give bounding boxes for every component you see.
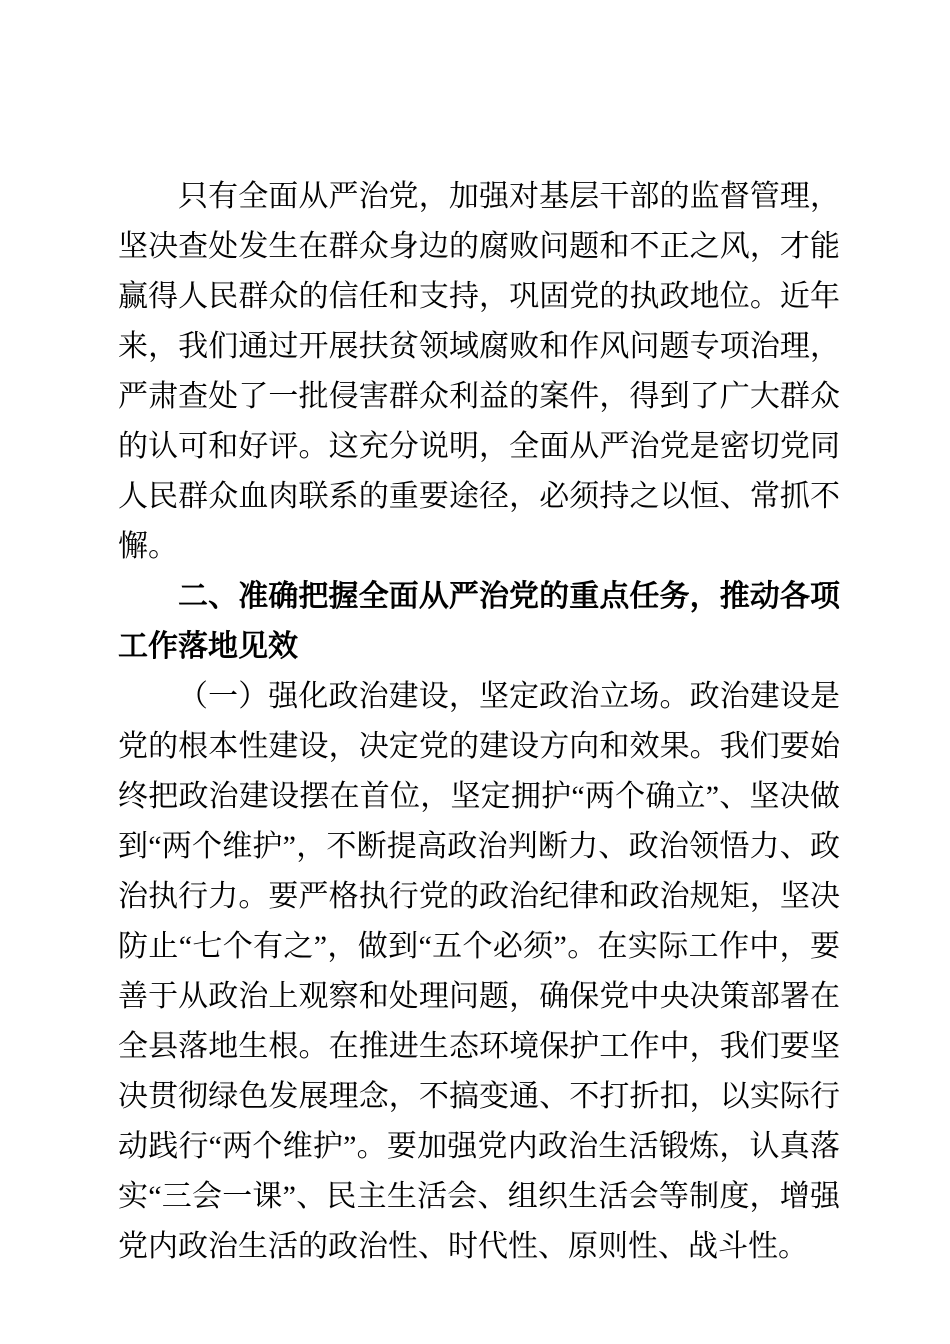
document-body bbox=[118, 172, 840, 1272]
section-heading-two: 二、准确把握全面从严治党的重点任务，推动各项工作落地见效 bbox=[118, 580, 840, 663]
paragraph-strict-governance: 只有全面从严治党，加强对基层干部的监督管理，坚决查处发生在群众身边的腐败问题和不正之风，才能赢得人民群众的信任和支持，巩固党的执政地位。近年来，我们通过开展扶贫领域腐败和作风问题专项治理，严肃查处了一批侵害群众利益的案件，得到了广大群众的认可和好评。这充分说明，全面从严治党是密切党同人民群众血肉联系的重要途径，必须持之以恒、常抓不懈。 bbox=[118, 180, 840, 563]
paragraph-political-construction: （一）强化政治建设，坚定政治立场。政治建设是党的根本性建设，决定党的建设方向和效果。我们要始终把政治建设摆在首位，坚定拥护“两个确立”、坚决做到“两个维护”，不断提高政治判断力、政治领悟力、政治执行力。要严格执行党的政治纪律和政治规矩，坚决防止“七个有之”，做到“五个必须”。在实际工作中，要善于从政治上观察和处理问题，确保党中央决策部署在全县落地生根。在推进生态环境保护工作中，我们要坚决贯彻绿色发展理念，不搞变通、不打折扣，以实际行动践行“两个维护”。要加强党内政治生活锻炼，认真落实“三会一课”、民主生活会、组织生活会等制度，增强党内政治生活的政治性、时代性、原则性、战斗性。 bbox=[118, 680, 840, 1263]
